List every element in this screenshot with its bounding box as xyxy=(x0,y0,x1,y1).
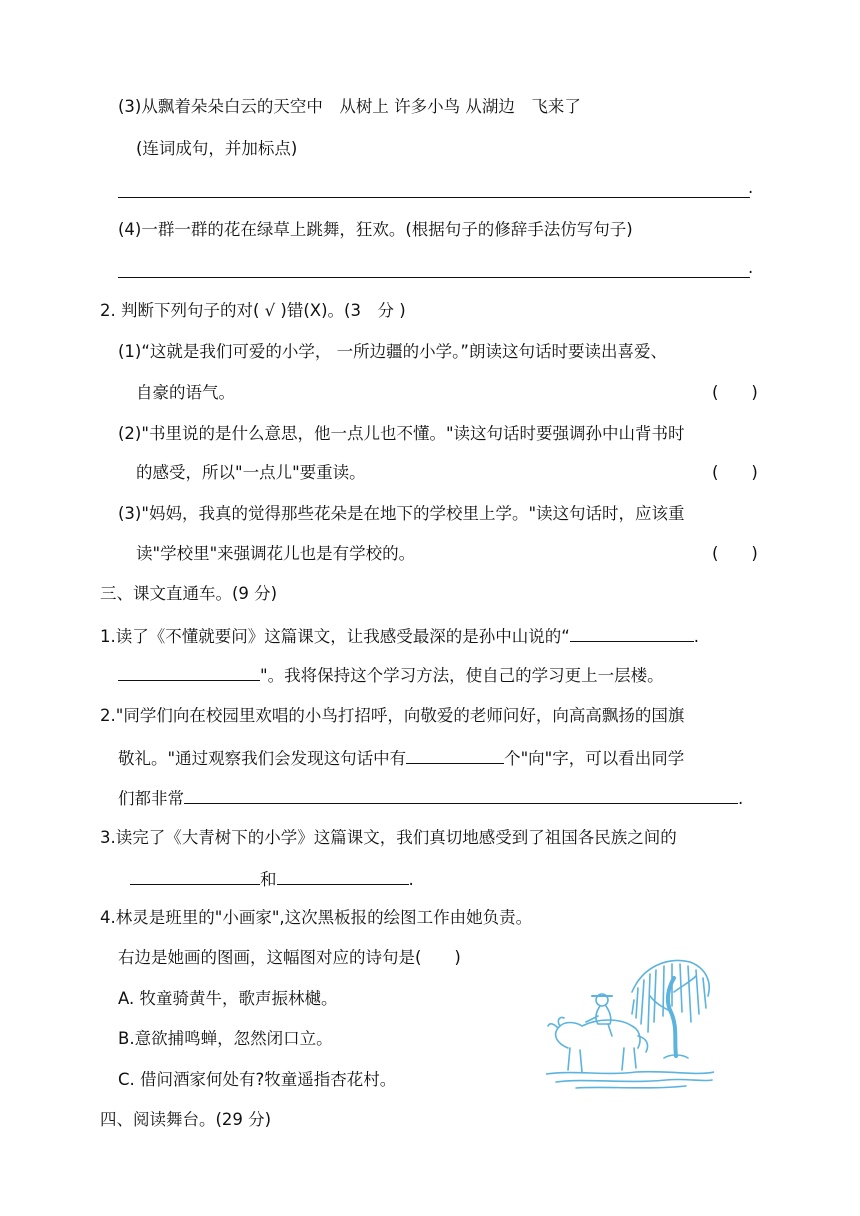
option-b[interactable]: B.意欲捕鸣蝉，忽然闭口立。 xyxy=(118,1029,333,1048)
q1-item3-instruction: (连词成句，并加标点) xyxy=(136,139,298,158)
s3-q4-line2: 右边是她画的图画，这幅图对应的诗句是( ) xyxy=(118,948,461,967)
q2-item1-line1: (1)“这就是我们可爱的小学， 一所边疆的小学。”朗读这句话时要读出喜爱、 xyxy=(118,342,667,361)
answer-bracket-q2-3[interactable]: ( ) xyxy=(712,544,758,563)
q2-item3-line1: (3)"妈妈，我真的觉得那些花朵是在地下的学校里上学。"读这句话时，应该重 xyxy=(118,504,685,523)
period-mark: . xyxy=(408,870,414,889)
s3-q3-and: 和 xyxy=(260,870,277,889)
answer-line-q1-3[interactable] xyxy=(118,197,750,198)
option-c[interactable]: C. 借问酒家何处有?牧童遥指杏花村。 xyxy=(118,1070,397,1089)
q2-item1-line2: 自豪的语气。 xyxy=(136,383,235,402)
s3-q2-line1: 2."同学们向在校园里欢唱的小鸟打招呼，向敬爱的老师问好，向高高飘扬的国旗 xyxy=(100,706,685,725)
q2-item2-line1: (2)"书里说的是什么意思，他一点儿也不懂。"读这句话时要强调孙中山背书时 xyxy=(118,424,685,443)
answer-blank-s3-q2b[interactable] xyxy=(184,785,738,804)
period-mark: . xyxy=(693,627,700,646)
answer-blank-s3-q2a[interactable] xyxy=(406,745,504,764)
section4-heading: 四、阅读舞台。(29 分) xyxy=(100,1110,272,1129)
q2-title: 2. 判断下列句子的对( √ )错(X)。(3 分 ) xyxy=(100,301,406,320)
answer-bracket-q2-2[interactable]: ( ) xyxy=(712,463,758,482)
answer-blank-s3-q1a[interactable] xyxy=(570,623,694,642)
period-mark: . xyxy=(748,258,754,277)
s3-q2-text-after: 个"向"字，可以看出同学 xyxy=(504,749,685,768)
answer-blank-s3-q1b[interactable] xyxy=(118,662,260,681)
q2-item2-line2: 的感受，所以"一点儿"要重读。 xyxy=(136,463,366,482)
section3-heading: 三、课文直通车。(9 分) xyxy=(100,584,278,603)
s3-q4-line1: 4.林灵是班里的"小画家",这次黑板报的绘图工作由她负责。 xyxy=(100,908,533,927)
s3-q1-text-after: "。我将保持这个学习方法，使自己的学习更上一层楼。 xyxy=(260,666,664,685)
s3-q1-text: 1.读了《不懂就要问》这篇课文，让我感受最深的是孙中山说的“ xyxy=(100,627,570,646)
period-mark: . xyxy=(738,789,744,808)
s3-q3-line2 xyxy=(130,866,414,892)
q1-item4-text: (4)一群一群的花在绿草上跳舞，狂欢。(根据句子的修辞手法仿写句子) xyxy=(118,220,633,239)
q2-item3-line2: 读"学校里"来强调花儿也是有学校的。 xyxy=(136,544,416,563)
s3-q1-line2 xyxy=(118,662,664,688)
s3-q3-line1: 3.读完了《大青树下的小学》这篇课文，我们真切地感受到了祖国各民族之间的 xyxy=(100,828,677,847)
s3-q2-text-before3: 们都非常 xyxy=(118,789,184,808)
answer-blank-s3-q3b[interactable] xyxy=(277,866,409,885)
herdboy-ox-willow-illustration xyxy=(546,952,714,1090)
s3-q2-line3 xyxy=(118,785,743,811)
s3-q2-text-before: 敬礼。"通过观察我们会发现这句话中有 xyxy=(118,749,407,768)
answer-blank-s3-q3a[interactable] xyxy=(130,866,260,885)
q1-item3-text: (3)从飘着朵朵白云的天空中 从树上 许多小鸟 从湖边 飞来了 xyxy=(118,97,581,116)
s3-q2-line2 xyxy=(118,745,684,771)
answer-line-q1-4[interactable] xyxy=(118,277,750,278)
option-a[interactable]: A. 牧童骑黄牛，歌声振林樾。 xyxy=(118,989,338,1008)
answer-bracket-q2-1[interactable]: ( ) xyxy=(712,383,758,402)
s3-q1-line1 xyxy=(100,623,699,649)
period-mark: . xyxy=(748,178,754,197)
